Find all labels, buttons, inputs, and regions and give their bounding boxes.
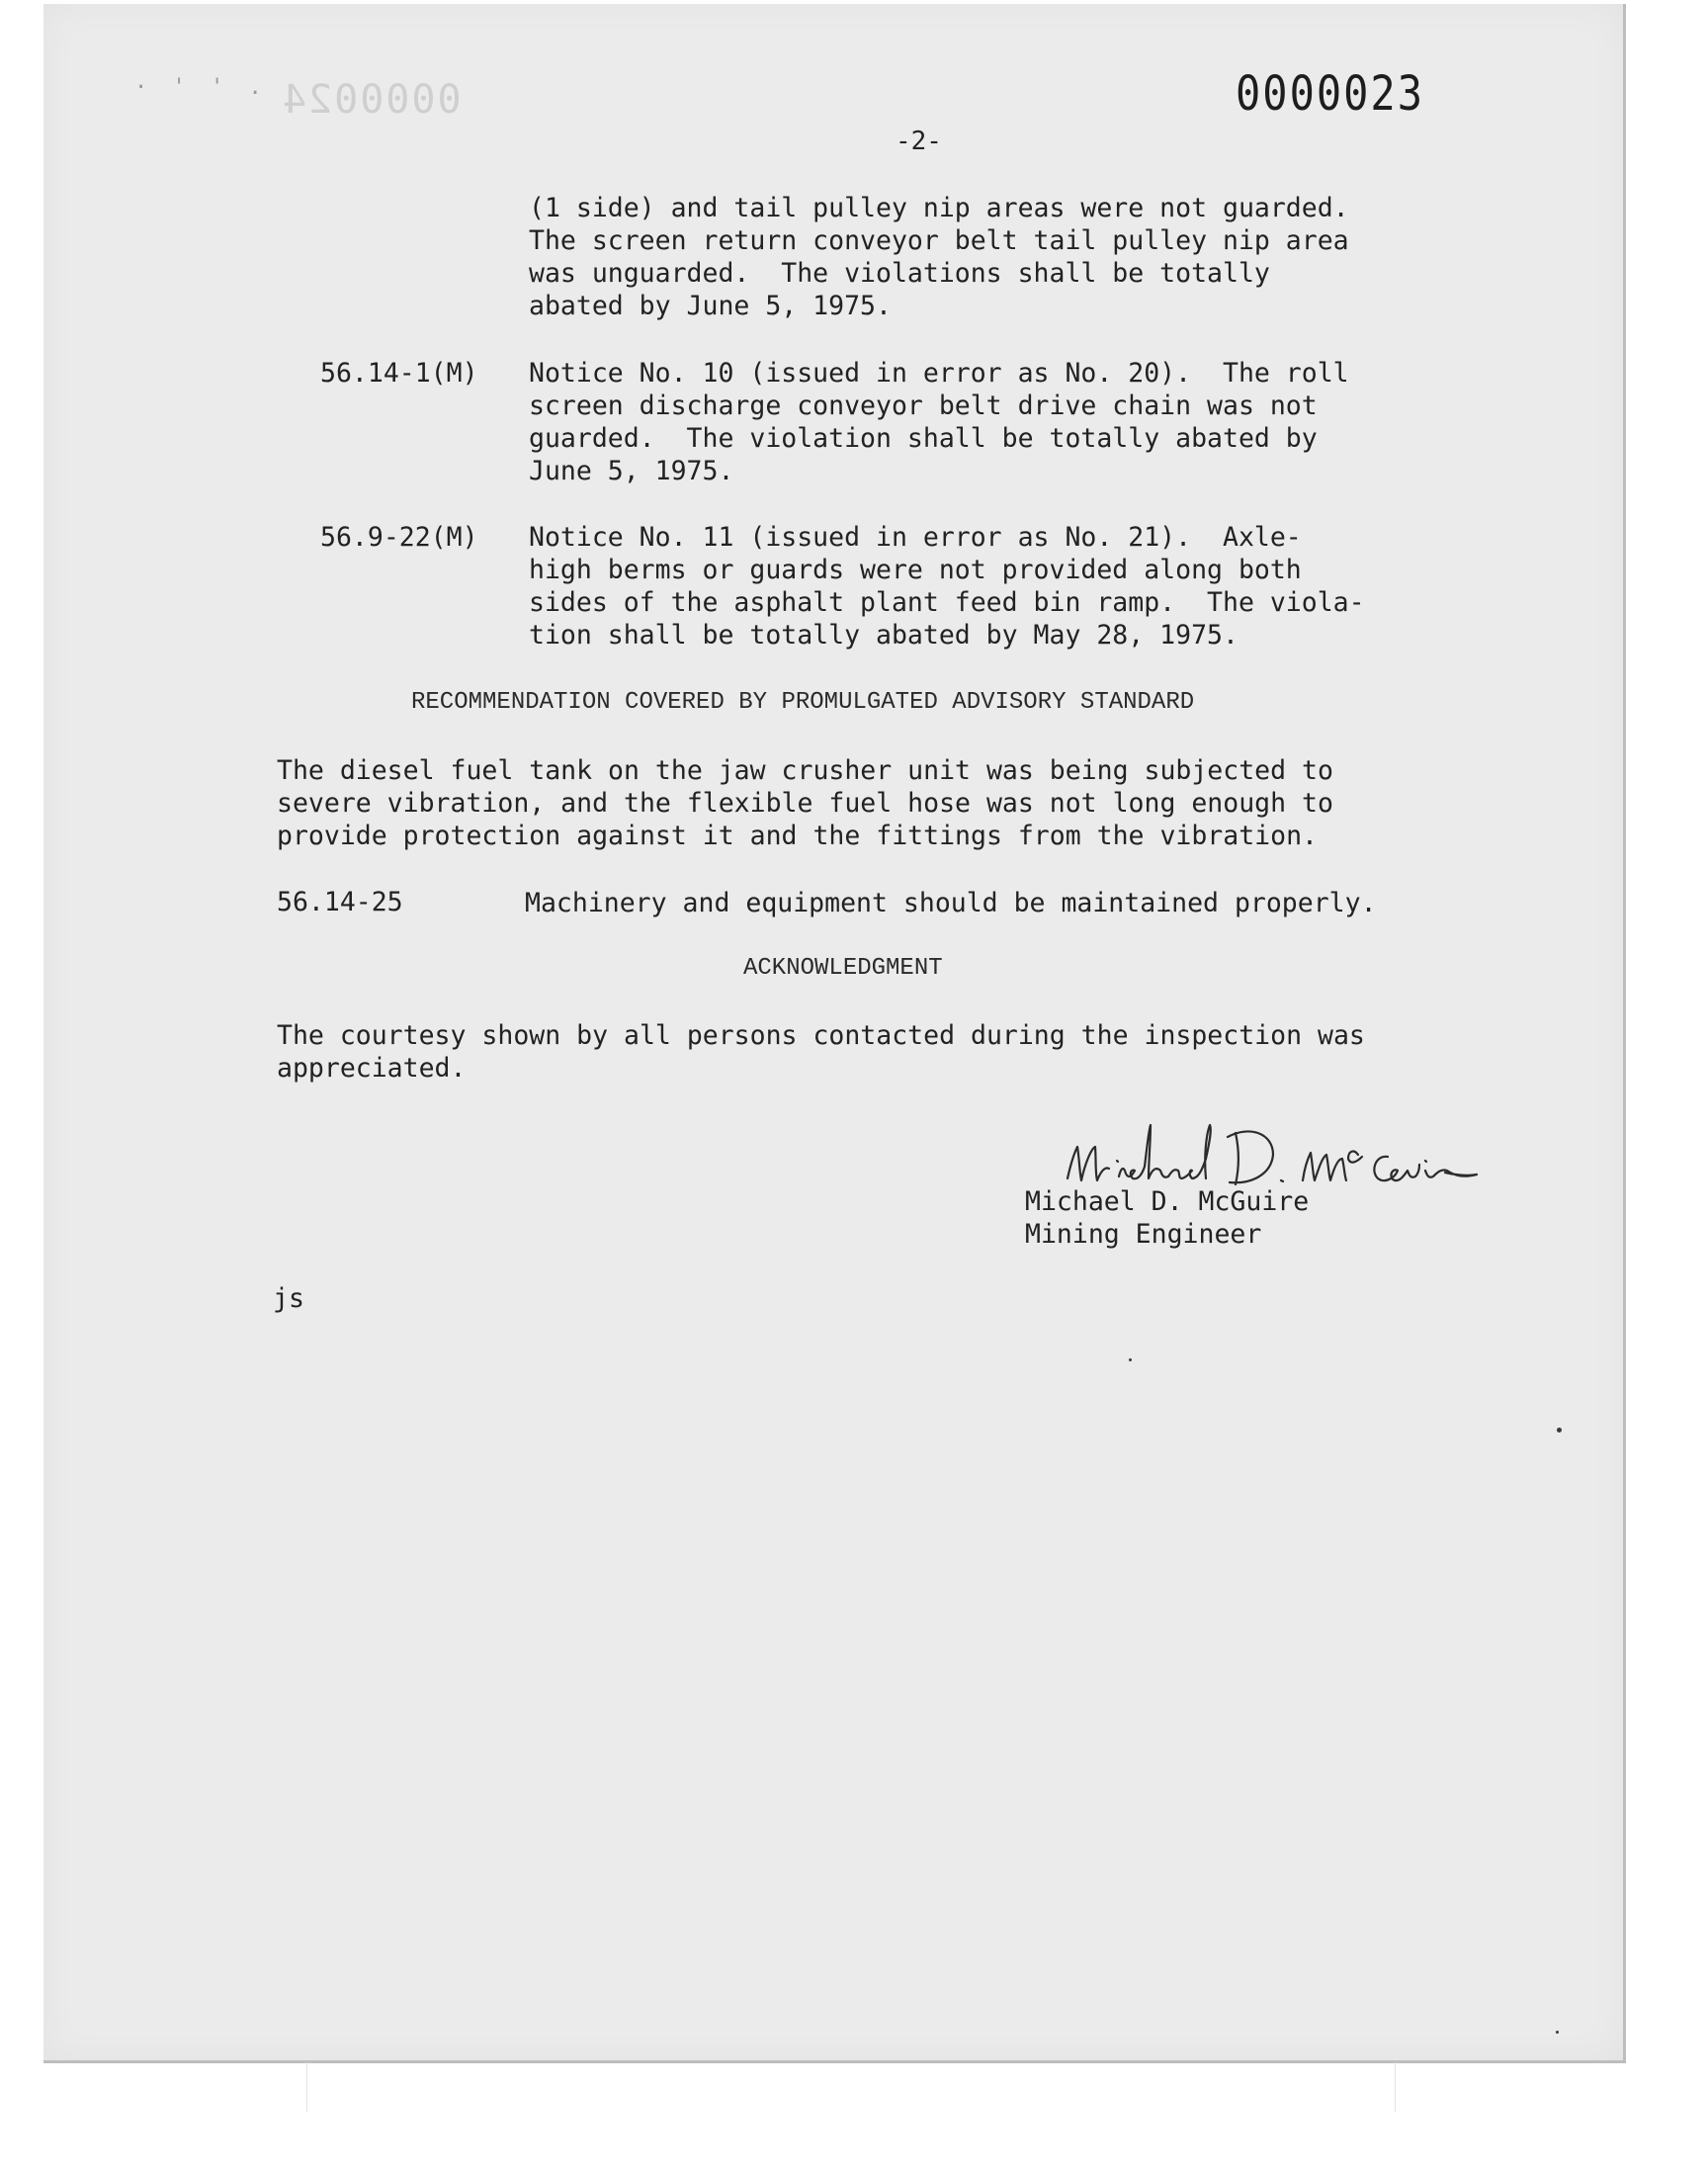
advisory-heading: RECOMMENDATION COVERED BY PROMULGATED ADVISORY STANDARD [411,689,1195,716]
text-line: Notice No. 10 (issued in error as No. 20). The roll [529,358,1349,389]
text-line: sides of the asphalt plant feed bin ramp. The viola- [529,587,1365,618]
initials-text: js [273,1283,304,1314]
paper-speck [1557,1428,1562,1433]
text-line: high berms or guards were not provided along both [529,555,1302,585]
page-number: -2- [896,127,942,156]
text-line: The screen return conveyor belt tail pulley nip area [529,225,1349,256]
text-line: The courtesy shown by all persons contacted during the inspection was [277,1020,1365,1051]
continuation-paragraph [529,192,1349,322]
bleed-through-number: 0000024 [281,77,462,123]
scan-margin-strip [306,2062,1396,2112]
text-line: abated by June 5, 1975. [529,291,892,321]
text-line: tion shall be totally abated by May 28, 1975. [529,620,1238,651]
citation-text [529,521,1365,652]
paper-speck [1129,1358,1132,1361]
bleed-through-marks: · ' ' . [134,75,268,100]
text-line: June 5, 1975. [529,456,734,486]
signer-name: Michael D. McGuire [1025,1186,1310,1217]
typist-initials [273,1282,304,1315]
text-line: guarded. The violation shall be totally abated by [529,423,1318,454]
citation-code: 56.9-22(M) [320,522,478,553]
advisory-recommendation [525,887,1377,919]
signer-title: Mining Engineer [1025,1219,1262,1250]
acknowledgment-heading: ACKNOWLEDGMENT [743,955,943,982]
text-line: provide protection against it and the fittings from the vibration. [277,821,1318,851]
text-line: Notice No. 11 (issued in error as No. 21). Axle- [529,522,1302,553]
signature-block [1025,1185,1309,1251]
paper-speck [1556,2031,1559,2034]
document-page [43,4,1626,2063]
text-line: appreciated. [277,1053,467,1084]
text-line: The diesel fuel tank on the jaw crusher unit was being subjected to [277,755,1333,786]
text-line: screen discharge conveyor belt drive chain was not [529,391,1318,421]
text-line: Machinery and equipment should be maintained properly. [525,888,1377,918]
acknowledgment-paragraph [277,1019,1365,1085]
document-number: 0000023 [1236,65,1425,122]
text-line: was unguarded. The violations shall be totally [529,258,1270,289]
advisory-code: 56.14-25 [277,887,403,917]
citation-text [529,357,1349,487]
text-line: (1 side) and tail pulley nip areas were not guarded. [529,193,1349,223]
citation-code: 56.14-1(M) [320,358,478,389]
advisory-paragraph [277,754,1333,852]
text-line: severe vibration, and the flexible fuel hose was not long enough to [277,788,1333,819]
